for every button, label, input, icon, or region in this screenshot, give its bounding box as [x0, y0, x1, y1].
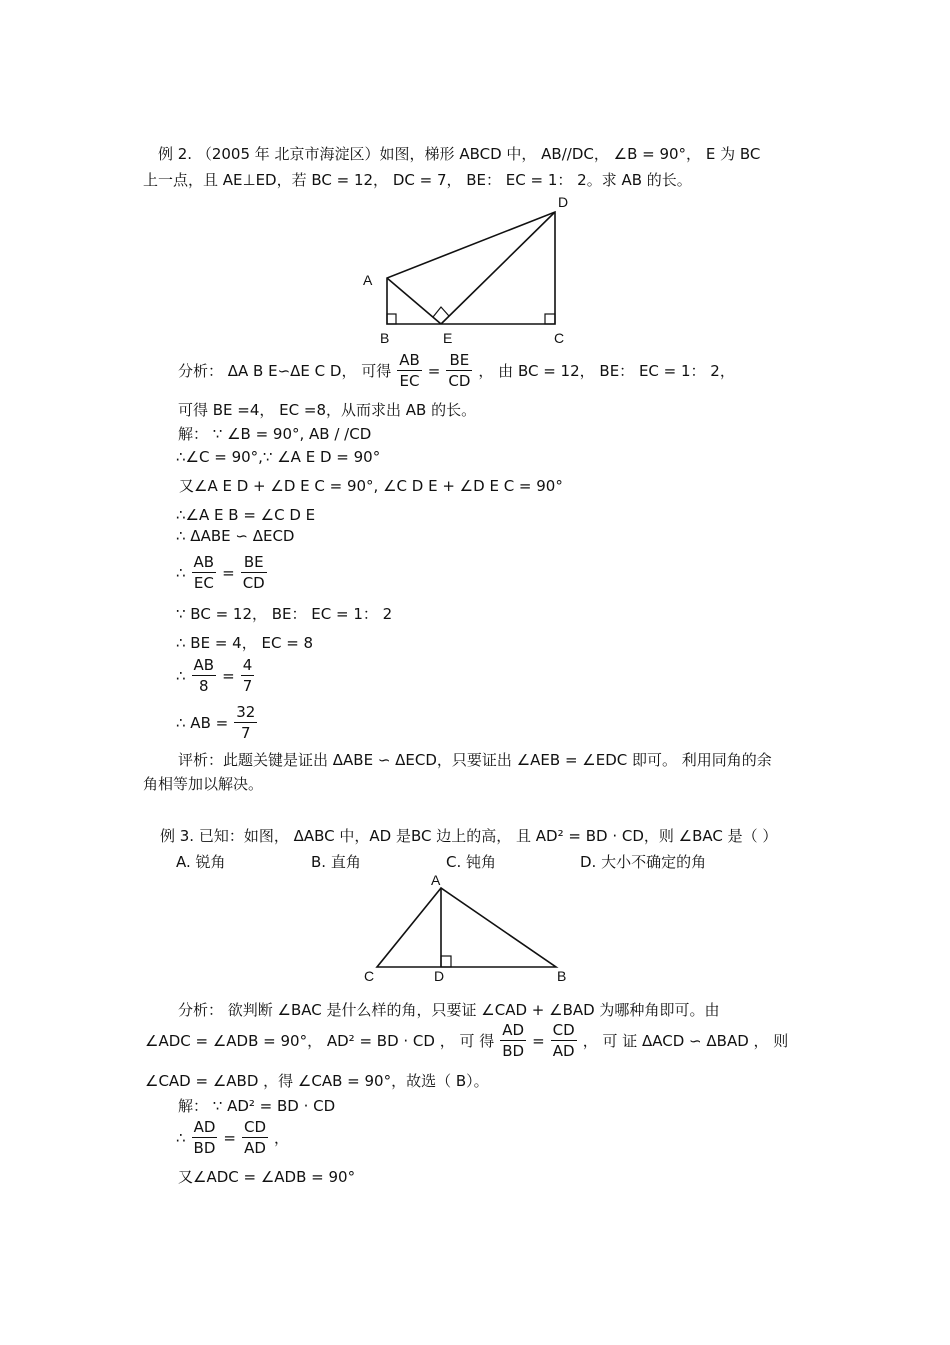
fraction: $\frac{BE}{CD}$: [448, 351, 471, 390]
ex2-sol3: 又∠A E D + ∠D E C = 90°, ∠C D E + ∠D E C = 90°: [179, 477, 563, 495]
ex2-analysis-line1: 分析： ΔA B E∽ΔE C D， 可得 $\frac{AB}{EC}$ = $\frac{BE}{CD}$ ， 由 BC = 12， BE： EC = 1： 2，: [178, 351, 735, 390]
ex3-option-c: C. 钝角: [446, 853, 497, 871]
ex2-label-D: D: [558, 194, 569, 210]
ex2-sol2: ∴∠C = 90°,∵ ∠A E D = 90°: [176, 448, 381, 466]
ex2-line1: 例 2. （2005 年 北京市海淀区）如图，梯形 ABCD 中， AB//DC， ∠B = 90°， E 为 BC: [158, 145, 761, 163]
ex3-figure: [355, 870, 585, 990]
ex2-sol9: ∴ $\frac{AB}{8}$ = $\frac{4}{7}$: [176, 656, 253, 695]
ex3-label-D: D: [434, 968, 445, 984]
ex2-label-A: A: [363, 272, 373, 288]
ex3-option-b: B. 直角: [311, 853, 361, 871]
ex2-label-C: C: [554, 330, 565, 346]
ex3-sol3: 又∠ADC = ∠ADB = 90°: [178, 1168, 356, 1186]
ex3-sol2: ∴ $\frac{AD}{BD}$ = $\frac{CD}{AD}$ ，: [176, 1118, 290, 1157]
ex3-analysis-line1: 分析： 欲判断 ∠BAC 是什么样的角，只要证 ∠CAD + ∠BAD 为哪种角即可。由: [178, 1001, 720, 1019]
ex2-analysis-line2: 可得 BE =4， EC =8，从而求出 AB 的长。: [178, 401, 477, 419]
ex3-analysis-line2: ∠ADC = ∠ADB = 90°， AD² = BD · CD ， 可 得 $\frac{AD}{BD}$ = $\frac{CD}{AD}$ ， 可 证 ΔACD ∽ ΔBAD ， 则: [145, 1021, 789, 1060]
ex2-sol5: ∴ ΔABE ∽ ΔECD: [176, 527, 295, 545]
ex3-sol1: 解： ∵ AD² = BD · CD: [178, 1097, 336, 1115]
ex2-label-B: B: [380, 330, 390, 346]
ex3-analysis-line3: ∠CAD = ∠ABD ，得 ∠CAB = 90°，故选（ B）。: [145, 1072, 489, 1090]
ex2-figure: [355, 190, 585, 350]
analysis-prefix: 分析： ΔA B E∽ΔE C D， 可得: [178, 362, 392, 380]
ex2-sol4: ∴∠A E B = ∠C D E: [176, 506, 316, 524]
ex2-sol1: 解： ∵ ∠B = 90°, AB / /CD: [178, 425, 372, 443]
ex3-option-d: D. 大小不确定的角: [580, 853, 707, 871]
ex2-label-E: E: [443, 330, 453, 346]
ex2-sol8: ∴ BE = 4， EC = 8: [176, 634, 314, 652]
ex2-comment2: 角相等加以解决。: [143, 775, 264, 793]
ex3-line1: 例 3. 已知：如图， ΔABC 中，AD 是BC 边上的高， 且 AD² = BD · CD，则 ∠BAC 是（ ）: [160, 827, 778, 845]
ex2-line2: 上一点，且 AE⊥ED，若 BC = 12， DC = 7， BE： EC = 1： 2。求 AB 的长。: [143, 171, 692, 189]
analysis-suffix: ， 由 BC = 12， BE： EC = 1： 2，: [478, 362, 735, 380]
ex3-option-a: A. 锐角: [176, 853, 226, 871]
ex3-label-B: B: [557, 968, 567, 984]
ex2-sol7: ∵ BC = 12， BE： EC = 1： 2: [176, 605, 393, 623]
ex3-label-A: A: [431, 872, 441, 888]
ex2-sol10: ∴ AB = $\frac{32}{7}$: [176, 703, 256, 742]
ex2-comment1: 评析：此题关键是证出 ΔABE ∽ ΔECD，只要证出 ∠AEB = ∠EDC 即可。 利用同角的余: [178, 751, 772, 769]
ex3-label-C: C: [364, 968, 375, 984]
fraction: $\frac{AB}{EC}$: [399, 351, 420, 390]
ex2-sol6: ∴ $\frac{AB}{EC}$ = $\frac{BE}{CD}$: [176, 553, 265, 592]
